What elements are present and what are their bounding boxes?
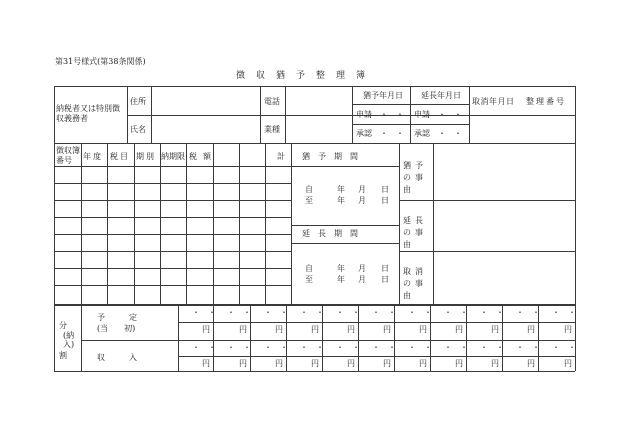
- deferral-from-year: 年: [337, 185, 345, 194]
- deferral-to-month: 月: [358, 196, 366, 205]
- col-total: 計: [277, 152, 285, 161]
- installment-date-dots: ・ ・: [372, 308, 396, 317]
- deferral-to-day: 日: [381, 196, 389, 205]
- cancel-date-label: 取消年月日: [472, 97, 515, 106]
- installment-date-dots: ・ ・: [300, 308, 324, 317]
- installment-yen-unit: 円: [239, 325, 247, 334]
- installment-date-dots: ・ ・: [516, 308, 540, 317]
- received-label: 収 入: [97, 353, 137, 362]
- taxpayer-label: 納税者又は特別徴収義務者: [56, 104, 120, 123]
- installment-date-dots: ・ ・: [444, 343, 468, 352]
- installment-yen-unit: 円: [491, 359, 499, 368]
- installment-yen-unit: 円: [311, 359, 319, 368]
- installment-yen-unit: 円: [527, 325, 535, 334]
- installment-date-dots: ・ ・: [192, 343, 216, 352]
- deferral-reason: 猶予の事由: [403, 161, 427, 194]
- installment-date-dots: ・ ・: [192, 308, 216, 317]
- installment-date-dots: ・ ・: [516, 343, 540, 352]
- installment-date-dots: ・ ・: [480, 308, 504, 317]
- installment-yen-unit: 円: [347, 359, 355, 368]
- installment-date-dots: ・ ・: [480, 343, 504, 352]
- deferral-apply-label: 申請: [356, 110, 372, 119]
- col-year: 年度: [83, 152, 103, 161]
- col-tax-item: 税目: [110, 152, 130, 161]
- installment-yen-unit: 円: [275, 359, 283, 368]
- installment-date-dots: ・ ・: [336, 343, 360, 352]
- extension-to-month: 月: [358, 275, 366, 284]
- installment-yen-unit: 円: [202, 325, 210, 334]
- installment-yen-unit: 円: [491, 325, 499, 334]
- deferral-from-label: 自: [305, 185, 313, 194]
- installment-yen-unit: 円: [455, 359, 463, 368]
- col-period: 期別: [136, 152, 156, 161]
- extension-to-year: 年: [337, 275, 345, 284]
- form-label: 第31号様式(第38条関係): [55, 57, 146, 66]
- deferral-date-label: 猶予年月日: [363, 91, 403, 100]
- installment-yen-unit: 円: [275, 325, 283, 334]
- extension-approve-label: 承認: [414, 129, 430, 138]
- deferral-from-day: 日: [381, 185, 389, 194]
- installment-date-dots: ・ ・: [552, 308, 576, 317]
- deferral-to-label: 至: [305, 196, 313, 205]
- installment-label-middle: (納入): [63, 331, 75, 349]
- extension-apply-label: 申請: [414, 110, 430, 119]
- ledger-no-label: 整理番号: [526, 97, 566, 106]
- extension-approve-dots: ・ ・: [438, 129, 462, 138]
- installment-date-dots: ・ ・: [227, 343, 251, 352]
- installment-label-top: 分: [59, 321, 67, 330]
- installment-yen-unit: 円: [564, 359, 572, 368]
- name-label: 氏名: [130, 125, 146, 134]
- installment-yen-unit: 円: [202, 359, 210, 368]
- installment-yen-unit: 円: [239, 359, 247, 368]
- extension-from-month: 月: [358, 264, 366, 273]
- col-deadline: 納期限: [161, 152, 185, 161]
- deferral-to-year: 年: [337, 196, 345, 205]
- installment-yen-unit: 円: [383, 359, 391, 368]
- installment-date-dots: ・ ・: [227, 308, 251, 317]
- extension-from-year: 年: [337, 264, 345, 273]
- installment-yen-unit: 円: [383, 325, 391, 334]
- extension-apply-dots: ・ ・: [438, 110, 462, 119]
- initial-label: (当 初): [97, 324, 136, 333]
- col-deferral-period: 猶 予 期 間: [302, 152, 358, 161]
- address-label: 住所: [130, 97, 146, 106]
- installment-yen-unit: 円: [419, 325, 427, 334]
- installment-date-dots: ・ ・: [336, 308, 360, 317]
- col-amount: 税額: [189, 152, 217, 161]
- extension-from-label: 自: [305, 264, 313, 273]
- form-title: 徴 収 猶 予 整 理 簿: [236, 71, 367, 81]
- extension-to-label: 至: [305, 275, 313, 284]
- installment-date-dots: ・ ・: [372, 343, 396, 352]
- installment-date-dots: ・ ・: [264, 343, 288, 352]
- installment-date-dots: ・ ・: [408, 343, 432, 352]
- extension-from-day: 日: [381, 264, 389, 273]
- deferral-apply-dots: ・ ・: [380, 110, 404, 119]
- deferral-approve-dots: ・ ・: [380, 129, 404, 138]
- phone-label: 電話: [264, 97, 280, 106]
- installment-yen-unit: 円: [419, 359, 427, 368]
- cancel-reason: 取消の事由: [403, 267, 427, 300]
- extension-to-day: 日: [381, 275, 389, 284]
- col-extension-period: 延 長 期 間: [302, 229, 358, 238]
- installment-yen-unit: 円: [455, 325, 463, 334]
- business-label: 業種: [264, 125, 280, 134]
- installment-date-dots: ・ ・: [408, 308, 432, 317]
- installment-date-dots: ・ ・: [552, 343, 576, 352]
- installment-date-dots: ・ ・: [264, 308, 288, 317]
- installment-yen-unit: 円: [347, 325, 355, 334]
- planned-label: 予 定: [97, 313, 137, 322]
- col-ledger-no: 徴収簿番号: [56, 146, 80, 165]
- installment-yen-unit: 円: [564, 325, 572, 334]
- installment-yen-unit: 円: [311, 325, 319, 334]
- extension-reason: 延長の事由: [403, 216, 427, 249]
- deferral-approve-label: 承認: [356, 129, 372, 138]
- deferral-from-month: 月: [358, 185, 366, 194]
- extension-date-label: 延長年月日: [421, 91, 461, 100]
- installment-yen-unit: 円: [527, 359, 535, 368]
- installment-date-dots: ・ ・: [300, 343, 324, 352]
- installment-date-dots: ・ ・: [444, 308, 468, 317]
- installment-label-bottom: 割: [59, 351, 67, 360]
